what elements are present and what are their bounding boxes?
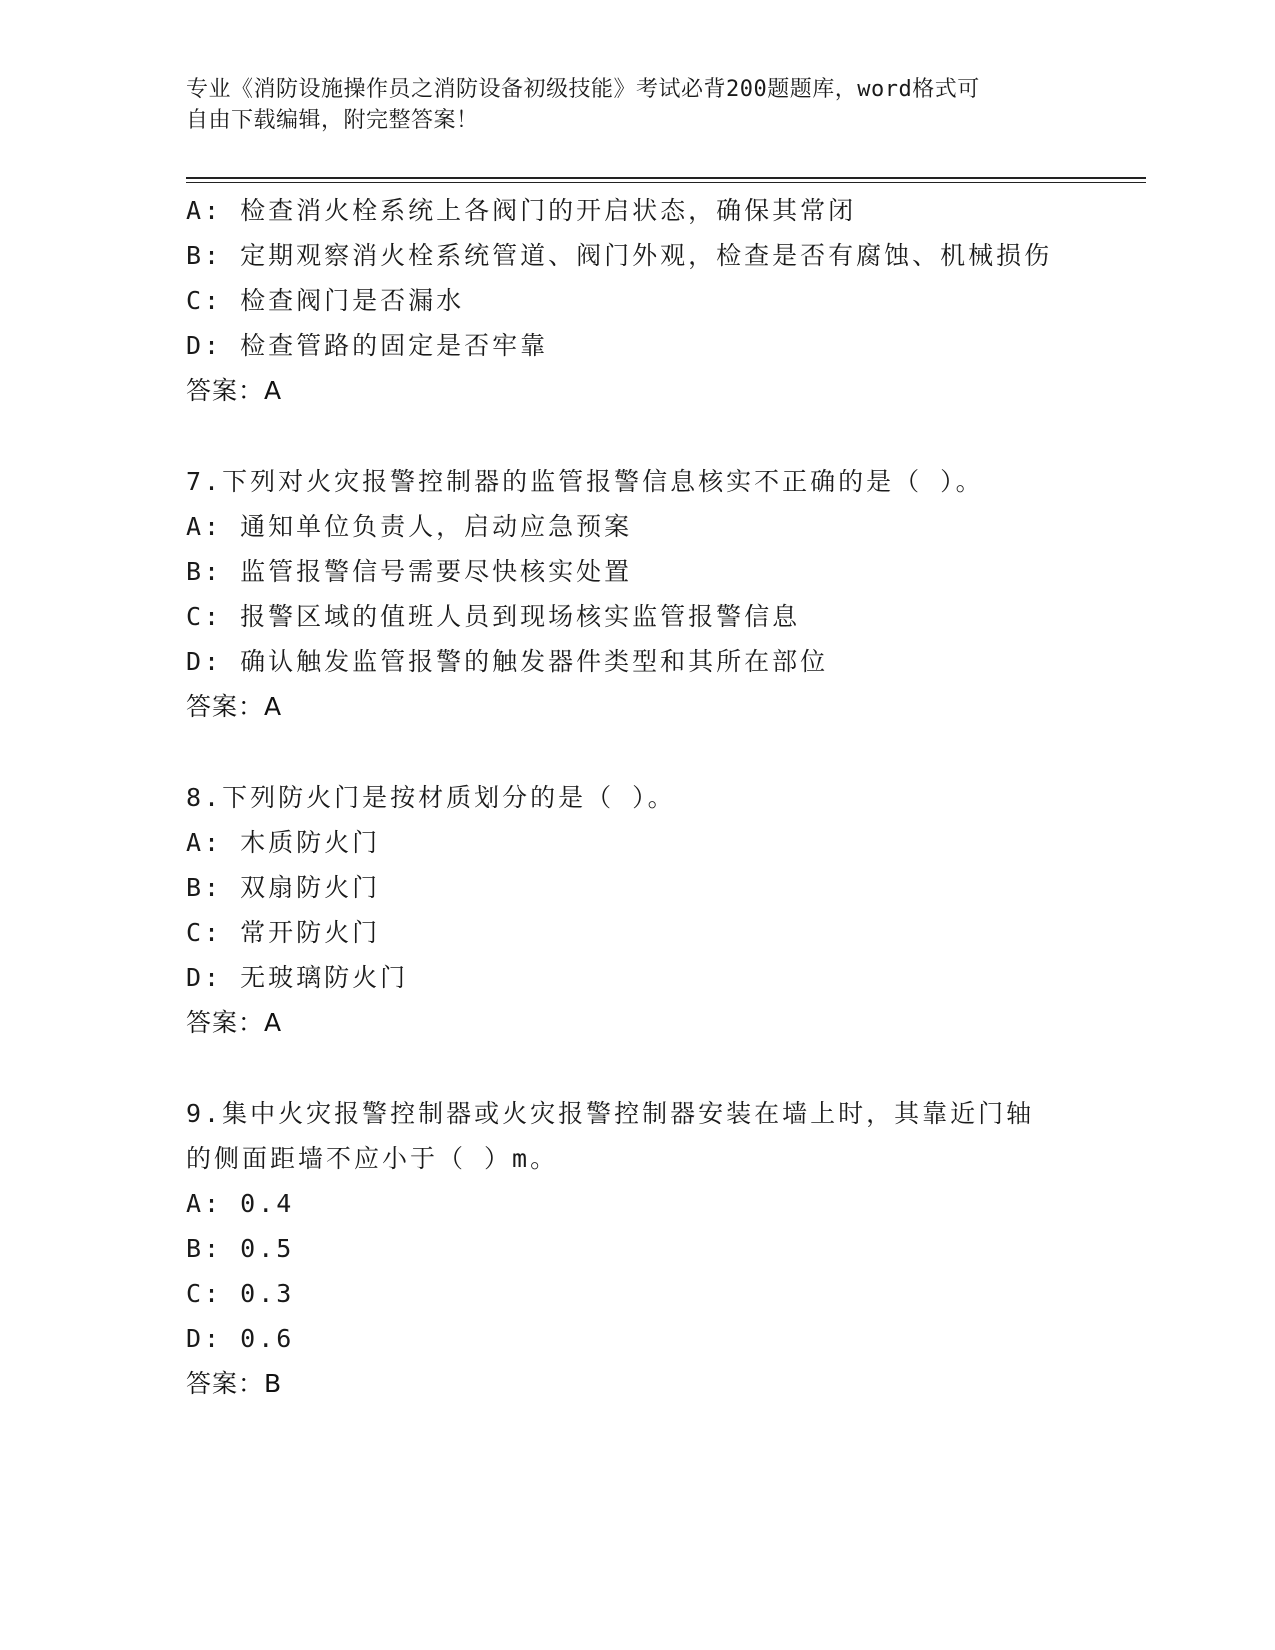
option-c: C: 报警区域的值班人员到现场核实监管报警信息 <box>186 602 801 631</box>
header-divider-thin <box>186 182 1146 183</box>
option-c: C: 常开防火门 <box>186 918 381 947</box>
header-line-1: 专业《消防设施操作员之消防设备初级技能》考试必背200题题库，word格式可 <box>186 77 980 102</box>
option-b: B: 0.5 <box>186 1234 295 1263</box>
question-stem: 8.下列防火门是按材质划分的是（ ）。 <box>186 783 676 812</box>
question-stem-line-1: 9.集中火灾报警控制器或火灾报警控制器安装在墙上时，其靠近门轴 <box>186 1099 1035 1128</box>
option-a: A: 木质防火门 <box>186 828 381 857</box>
question-stem-line-2: 的侧面距墙不应小于（ ）m。 <box>186 1144 559 1173</box>
option-a: A: 检查消火栓系统上各阀门的开启状态，确保其常闭 <box>186 196 857 225</box>
option-c: C: 0.3 <box>186 1279 295 1308</box>
option-b: B: 双扇防火门 <box>186 873 381 902</box>
option-d: D: 无玻璃防火门 <box>186 963 409 992</box>
question-spacer <box>186 413 1086 459</box>
header-divider-thick <box>186 177 1146 179</box>
option-a: A: 通知单位负责人，启动应急预案 <box>186 512 633 541</box>
option-a: A: 0.4 <box>186 1189 295 1218</box>
answer-label: 答案：A <box>186 1008 283 1037</box>
option-c: C: 检查阀门是否漏水 <box>186 286 465 315</box>
document-header <box>186 74 1086 136</box>
answer-label: 答案：A <box>186 376 283 405</box>
question-6-options <box>186 188 1086 413</box>
question-9 <box>186 1091 1086 1406</box>
option-d: D: 检查管路的固定是否牢靠 <box>186 331 549 360</box>
option-b: B: 监管报警信号需要尽快核实处置 <box>186 557 633 586</box>
question-7 <box>186 459 1086 729</box>
header-line-2: 自由下载编辑，附完整答案！ <box>186 108 479 133</box>
option-b: B: 定期观察消火栓系统管道、阀门外观，检查是否有腐蚀、机械损伤 <box>186 241 1053 270</box>
question-list <box>186 188 1086 1406</box>
question-stem: 7.下列对火灾报警控制器的监管报警信息核实不正确的是（ ）。 <box>186 467 984 496</box>
question-spacer <box>186 1045 1086 1091</box>
option-d: D: 0.6 <box>186 1324 295 1353</box>
answer-label: 答案：A <box>186 692 283 721</box>
question-8 <box>186 775 1086 1045</box>
answer-label: 答案：B <box>186 1369 283 1398</box>
option-d: D: 确认触发监管报警的触发器件类型和其所在部位 <box>186 647 829 676</box>
question-spacer <box>186 729 1086 775</box>
